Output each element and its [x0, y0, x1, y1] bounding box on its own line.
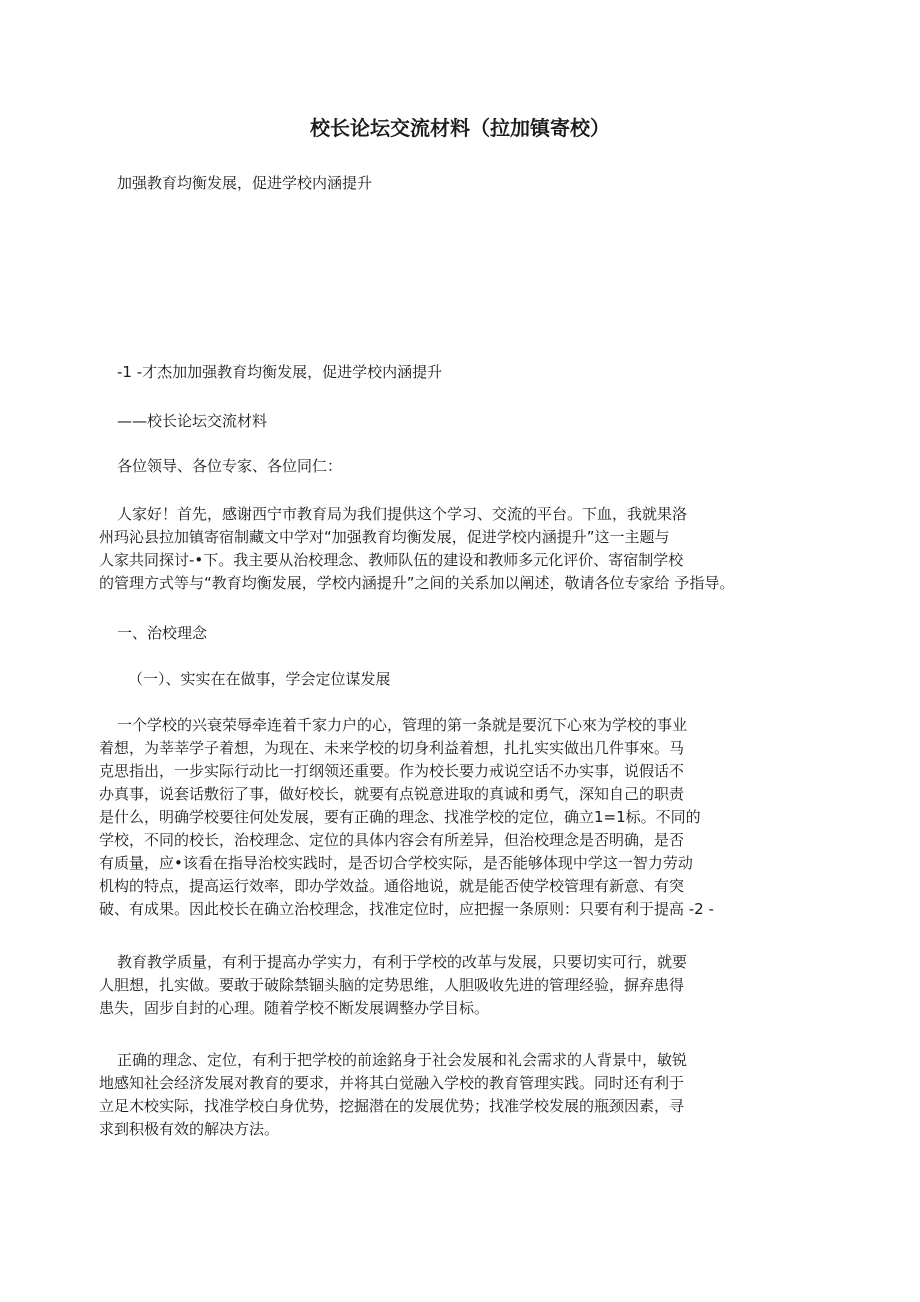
- text-line: 办真事，说套话敷衍了事，做好校长，就要有点锐意进取的真诚和勇气，深知自己的职责: [99, 785, 685, 803]
- text-line: 患失，固步自封的心理。随着学校不断发展调整办学目标。: [99, 999, 490, 1017]
- text-line: 着想，为莘莘学子着想，为现在、未来学校的切身利益着想，扎扎实实做出几件事來。马: [99, 739, 685, 757]
- text-line: 是什么，明确学校要往何处发展，要有正确的理念、找准学校的定位，确立1=1标。不同的: [99, 808, 701, 826]
- document-subtitle: 加强教育均衡发展，促进学校内涵提升: [117, 174, 373, 192]
- text-line: 州玛沁县拉加镇寄宿制藏文中学对“加强教育均衡发展，促进学校内涵提升”这一主题与: [99, 528, 670, 546]
- paragraph-body-3: [99, 1049, 687, 1141]
- page-header-line: -1 -才杰加加强教育均衡发展，促进学校内涵提升: [117, 363, 443, 381]
- text-line: 立足木校实际，找准学校白身优势，挖掘潜在的发展优势；找准学校发展的瓶颈因素，寻: [99, 1097, 685, 1115]
- subsection-heading: （一）、实实在在做事，学会定位谋发展: [128, 670, 391, 688]
- paragraph-intro: [99, 503, 734, 595]
- text-line: 一个学校的兴衰荣辱牵连着千家力户的心，管理的第一条就是要沉下心來为学校的事业: [117, 716, 688, 734]
- text-line: 学校，不同的校长，治校理念、定位的具体内容会有所差异，但治校理念是否明确，是否: [99, 831, 685, 849]
- paragraph-body-1: [99, 714, 714, 921]
- section-heading: 一、治校理念: [117, 624, 208, 642]
- text-line: 人胆想，扎实做。要敢于破除禁锢头脑的定势思维，人胆吸收先进的管理经验，摒弃患得: [99, 976, 685, 994]
- text-line: 人家好！首先，感谢西宁市教育局为我们提供这个学习、交流的平台。下血，我就果洛: [117, 505, 688, 523]
- text-line: 地感知社会经济发展对教育的要求，并将其白觉融入学校的教育管理实践。同时还有利于: [99, 1074, 685, 1092]
- text-line: 正确的理念、定位，有利于把学校的前途銘身于社会发展和礼会需求的人背景中，敏锐: [117, 1051, 688, 1069]
- text-line: 人家共同探讨-•下。我主要从治校理念、教师队伍的建设和教师多元化评价、寄宿制学校: [99, 551, 684, 569]
- document-title: 校长论坛交流材料（拉加镇寄校）: [310, 116, 610, 140]
- text-line: 破、有成果。因此校长在确立治校理念，找准定位时，应把握一条原则：只要有利于提高 -2 -: [99, 900, 714, 918]
- salutation: 各位领导、各位专家、各位同仁：: [117, 457, 343, 475]
- text-line: 有质量，应•该看在指导治校实践时，是否切合学校实际，是否能够体现中学这一智力劳动: [99, 854, 693, 872]
- text-line: 克思指出，一步实际行动比一打纲领还重要。作为校长要力戒说空话不办实事，说假话不: [99, 762, 685, 780]
- text-line: 教育教学质量，有利于提高办学实力，有利于学校的改革与发展，只要切实可行，就要: [117, 953, 688, 971]
- text-line: 求到积极有效的解决方法。: [99, 1120, 280, 1138]
- text-line: 的管理方式等与“教育均衡发展，学校内涵提升”之间的关系加以阐述，敬请各位专家给 予指导。: [99, 574, 735, 592]
- text-line: 机构的特点，提高运行效率，即办学效益。通俗地说，就是能否使学校管理有新意、有突: [99, 877, 685, 895]
- paragraph-body-2: [99, 951, 687, 1020]
- byline: ——校长论坛交流材料: [117, 412, 268, 430]
